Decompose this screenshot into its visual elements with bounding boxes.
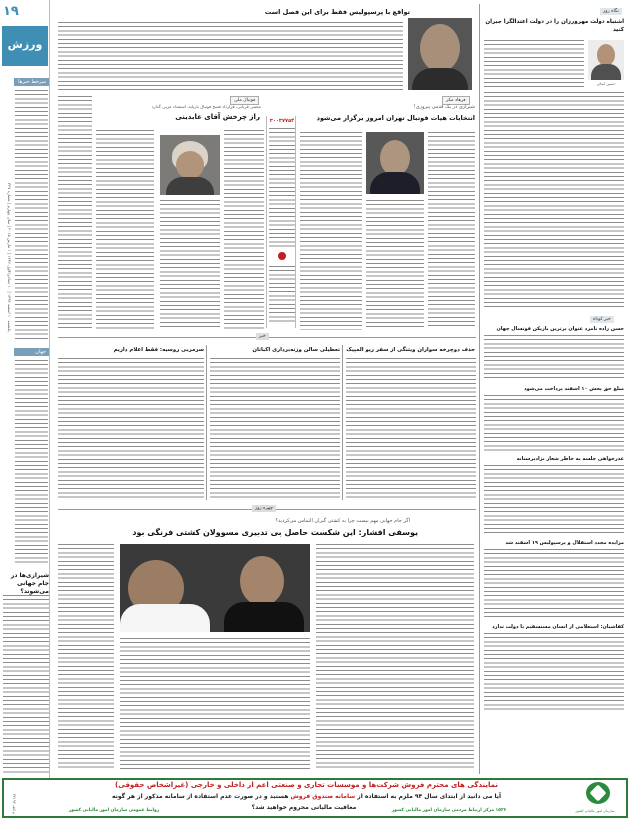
- mid-story-2-text: [210, 358, 340, 498]
- short-note-box: [266, 116, 296, 328]
- mojtaba-text-right: [224, 130, 264, 330]
- headline-1: حسن زاده نامزد عنوان برترین بازیکن فوتسال جهان: [496, 326, 624, 332]
- farhad-text-left: [300, 132, 362, 330]
- farhad-title: انتخابات هیات فوتبال تهران امروز برگزار می‌شود: [316, 114, 475, 122]
- headline-3: عذرخواهی جلسه به خاطر شعار نژادپرستانه: [516, 456, 624, 462]
- world-header: جهان: [14, 348, 49, 356]
- right-photo-caption: حسین کمالی: [596, 82, 616, 86]
- right-main-text: [484, 92, 624, 310]
- mid-story-3-text: [58, 358, 204, 498]
- headline-2: مبلغ حق پخش ۱۰ اسفند پرداخت می‌شود: [524, 386, 624, 392]
- mid-story-3-title: سرمربی روسیه: فقط اعلام داریم: [113, 347, 204, 353]
- right-headlines: [484, 326, 624, 713]
- mojtaba-text-left: [96, 130, 154, 330]
- right-photo: [588, 40, 624, 80]
- wrestling-photo: [120, 544, 310, 632]
- farhad-photo: [366, 132, 424, 194]
- farhad-badge: فرهاد مکر: [442, 96, 470, 105]
- mojtaba-kicker: مجتبی قربانی، قرارداد فسخ فوتبال بازیابد، استعداد مربی گذارد: [151, 104, 261, 109]
- wrestling-kicker: اگر جام جهانی مهم نیست چرا به کشتی گیران التماس می‌کردید؟: [275, 518, 410, 524]
- ad-footer-a: ۱۵۲۶ مرکز ارتباط مردمی سازمان امور مالیاتی کشور: [391, 808, 507, 813]
- ad-line-2c: هستید و در صورت عدم استفاده از سامانه مذکور از هر گونه: [111, 793, 289, 800]
- world-column-text: [15, 360, 48, 565]
- ad-code: م الف ۳۴۱۹۴: [12, 794, 16, 814]
- page-number: ۱۹: [3, 4, 19, 19]
- mojtaba-badge: فوتبال ملی: [230, 96, 259, 105]
- mid-story-2-title: تعطیلی سالن وزنه‌برداری اکباتان: [252, 347, 340, 353]
- mojtaba-text-mid: [160, 200, 220, 330]
- sidebar-story-title: شیرازی‌ها در جام جهانی می‌شوند؟: [10, 572, 49, 595]
- ad-line-3: معافیت مالیاتی محروم خواهید شد؟: [251, 804, 357, 811]
- mojtaba-photo: [160, 135, 220, 195]
- ad-line-2: [44, 793, 569, 800]
- short-note-number: ۳۰۰۳۷۷۵۴: [269, 118, 295, 124]
- right-tag: نگاه روز: [600, 8, 622, 15]
- headline-5: کفاشیان: استعلامی از انسان مستسقیم با دولت ندارد: [492, 624, 624, 630]
- ad-logo: [572, 782, 622, 808]
- ad-footer-b: روابط عمومی سازمان امور مالیاتی کشور: [68, 808, 160, 813]
- ad-line-2a: آیا می دانید از ابتدای سال ۹۴ ملزم به استفاده از: [357, 793, 502, 800]
- farhad-kicker: شیرازی در یک قدمی پیروزی!: [413, 104, 475, 110]
- ad-line-1: نمایندگی های محترم فروش شرکت‌ها و موسسات تجاری و صنعتی اعم از داخلی و خارجی (غیراشخاص حقوقی): [115, 781, 498, 789]
- right-lead-text: [484, 40, 584, 90]
- wrestling-badge: چهره روز: [252, 505, 276, 512]
- right-title: اشتباه دولت مهرورزان را در دولت اعتدالگرا جبران کنید: [485, 19, 624, 33]
- headline-4: مزایده مجدد استقلال و پرسپولیس ۱۹ اسفند شد: [505, 540, 624, 546]
- wrestling-text-right: [316, 544, 474, 769]
- wrestling-text-left: [58, 544, 114, 770]
- dateline: یکشنبه ۱۰ اسفند ۱۳۹۳ | ۱۰ جمادی‌الاول ۱۴۳۶ | ۱ مارس ۲۰۱۵ | سال چهارم | شماره ۳۴۷: [7, 183, 12, 332]
- mid-story-1-title: حذف دوچرخه سواران ویتنگی از سفر ریو المپیک: [346, 347, 475, 353]
- top-story-title: تواقع با پرسپولیس فقط برای این فصل است: [264, 8, 410, 16]
- section-title: ورزش: [7, 38, 43, 51]
- right-sub-tag: خبر کوتاه: [590, 316, 614, 323]
- tax-advertisement: [2, 778, 628, 818]
- red-dot-icon: [278, 252, 286, 260]
- news-header: سرخط خبرها: [14, 78, 49, 86]
- mojtaba-text-far: [58, 96, 92, 330]
- ad-logo-caption: سازمان امور مالیاتی کشور: [575, 809, 615, 813]
- sidebar-story-text: [3, 595, 49, 773]
- wrestling-title: یوسفی افشار: این شکست حاصل بی تدبیری مسوولان کشتی فرنگی بود: [132, 528, 418, 537]
- top-story-photo: [408, 18, 472, 90]
- mid-story-1-text: [346, 358, 476, 498]
- sidebar: [0, 0, 50, 778]
- top-story-text: [58, 22, 403, 90]
- row-strip-label: خبر: [256, 333, 269, 340]
- news-column-text: [15, 90, 48, 340]
- wrestling-text-bottom: [120, 638, 310, 770]
- farhad-text-mid: [366, 200, 424, 330]
- mojtaba-title: راز چرخش آقای عابدینی: [175, 113, 260, 121]
- farhad-text-right: [428, 132, 475, 327]
- ad-line-2b: سامانه صندوق فروش: [290, 793, 356, 800]
